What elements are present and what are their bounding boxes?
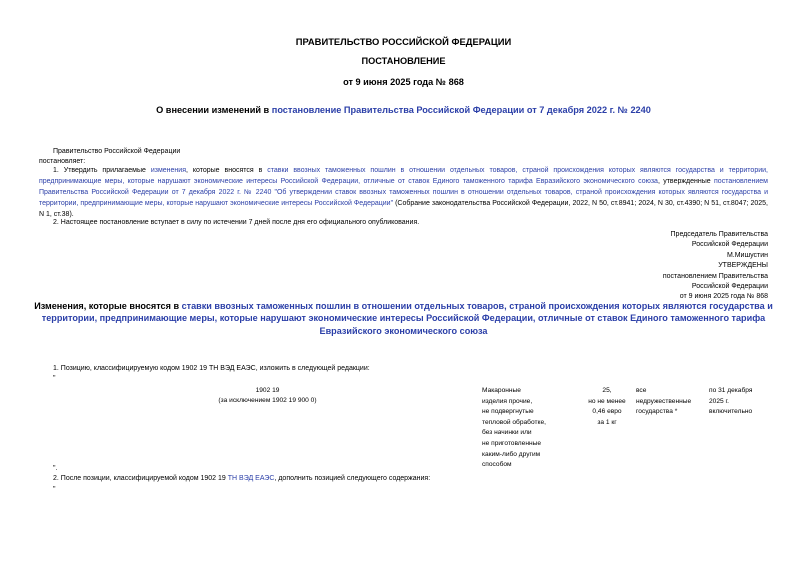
desc-line: Макаронные [482,387,521,394]
desc-line: изделия прочие, [482,397,533,405]
table-description [482,386,546,471]
desc-line: способом [482,461,512,469]
item-2-text-b: , дополнить позицией следующего содержания: [274,475,431,482]
item-2 [53,474,430,483]
document-type: ПОСТАНОВЛЕНИЕ [361,56,446,66]
rate-line: 25, [602,387,612,394]
p1-link-changes[interactable]: изменения [150,167,186,174]
table-code: 1902 19 [255,387,280,394]
rate-line: но не менее [588,397,626,405]
subject-prefix: О внесении изменений в [156,105,272,115]
p1-link-resolution[interactable]: постановлением Правительства Российской Федерации от 7 декабря 2022 г. № 2240 "Об утверждении ставок ввозных таможенных пошлин в отношении отдельных товаров, страной происхождения которых являются государства и территории, предпринимающие меры, которые нарушают экономические интересы Российской Федерации" [39,178,768,207]
p1-text-b: , которые вносятся в [186,167,268,174]
countries-line: недружественные [636,397,692,405]
intro-government: Правительство Российской Федерации [53,148,181,155]
p1-text-d: (Собрание законодательства Российской Федерации, 2022, N 50, ст.8941; 2024, N 30, ст.4390; N 51, ст.8047; 2025, N 1, ст.38). [39,200,768,218]
desc-line: без начинки или [482,429,532,437]
approved-date: от 9 июня 2025 года № 868 [679,293,768,300]
item-1: 1. Позицию, классифицируемую кодом 1902 19 ТН ВЭД ЕАЭС, изложить в следующей редакции: [53,365,370,372]
p1-text-a: 1. Утвердить прилагаемые [53,167,151,174]
countries-line: государства * [636,408,678,416]
quote-open: " [53,375,56,382]
signature-rf: Российской Федерации [691,241,768,248]
table-rate [580,386,634,428]
desc-line: тепловой обработке, [482,418,546,426]
period-line: 2025 г. [709,397,729,405]
changes-heading-prefix: Изменения, которые вносятся в [34,301,182,311]
desc-line: каким-либо другим [482,450,541,458]
item-2-text-a: 2. После позиции, классифицируемой кодом 1902 19 [53,475,228,482]
item-2-link[interactable]: ТН ВЭД ЕАЭС [227,475,275,482]
paragraph-1 [39,165,768,220]
document-subject [0,105,807,115]
signature-name: М.Мишустин [726,252,768,259]
quote-open-2: " [53,486,56,493]
document-date-number: от 9 июня 2025 года № 868 [343,77,464,87]
intro-resolves: постановляет: [39,158,86,165]
subject-link[interactable]: постановление Правительства Российской Федерации от 7 декабря 2022 г. № 2240 [271,105,651,115]
approved-by: постановлением Правительства [662,273,768,280]
desc-line: не приготовленные [482,439,542,447]
table-code-note: (за исключением 1902 19 900 0) [218,397,317,404]
signature-chairman: Председатель Правительства [670,231,768,238]
period-line: по 31 декабря [709,387,753,394]
approved-label: УТВЕРЖДЕНЫ [718,262,768,269]
paragraph-2: 2. Настоящее постановление вступает в силу по истечении 7 дней после дня его официального опубликования. [53,219,420,226]
government-title: ПРАВИТЕЛЬСТВО РОССИЙСКОЙ ФЕДЕРАЦИИ [295,36,512,47]
changes-heading [28,300,779,337]
quote-close: ". [53,465,58,472]
changes-heading-link[interactable]: ставки ввозных таможенных пошлин в отношении отдельных товаров, страной происхождения которых являются государства и территории, предпринимающие меры, которые нарушают экономические интересы Российской Федерации, отличные от ставок Единого таможенного тарифа Евразийского экономического союза [41,301,773,336]
table-countries [636,386,691,418]
countries-line: все [636,387,647,394]
p1-link-rates[interactable]: ставки ввозных таможенных пошлин в отношении отдельных товаров, страной происхождения которых являются государства и территории, предпринимающие меры, которые нарушают экономические интересы Российской Федерации, отличные от ставок Единого таможенного тарифа Евразийского экономического союза [39,167,768,185]
period-line: включительно [709,408,753,416]
desc-line: не подвергнутые [482,408,534,416]
rate-line: 0,46 евро [592,408,622,416]
table-period [709,386,752,418]
p1-text-c: , утвержденные [657,178,715,185]
rate-line: за 1 кг [597,418,617,426]
approved-rf: Российской Федерации [691,283,768,290]
